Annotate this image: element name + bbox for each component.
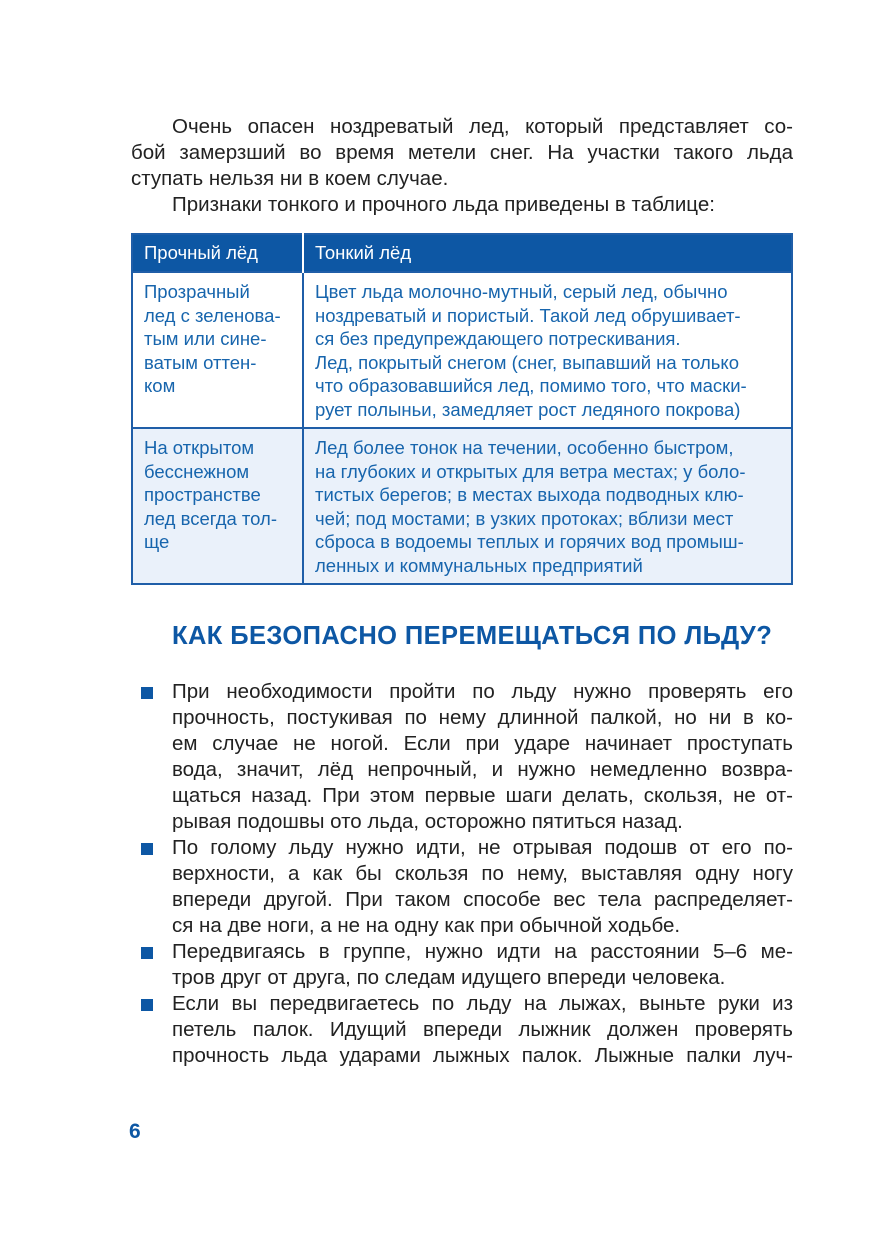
column-header-thin-ice: Тонкий лёд <box>303 234 792 272</box>
cell-line: ся без предупреждающего потрескивания. <box>315 328 681 349</box>
table-row <box>132 428 792 584</box>
cell-line: Лед, покрытый снегом (снег, выпавший на только <box>315 351 739 373</box>
text-line: По голому льду нужно идти, не отрывая подошв от его по- <box>172 836 793 859</box>
thin-ice-cell <box>303 272 792 428</box>
text-line: тров друг от друга, по следам идущего впереди человека. <box>172 966 726 989</box>
text-line: прочность льда ударами лыжных палок. Лыжные палки луч- <box>172 1044 793 1067</box>
table-intro-paragraph <box>131 192 793 218</box>
cell-line: На открытом <box>144 437 255 458</box>
text-line: Признаки тонкого и прочного льда приведены в таблице: <box>172 193 715 216</box>
text-line: При необходимости пройти по льду нужно проверять его <box>172 680 793 703</box>
cell-line: ще <box>144 531 170 552</box>
square-bullet-icon <box>141 843 153 855</box>
text-line: бой замерзший во время метели снег. На участки такого льда <box>131 141 793 164</box>
cell-line: на глубоких и открытых для ветра местах; у боло- <box>315 460 746 482</box>
thin-ice-cell <box>303 428 792 584</box>
column-header-strong-ice: Прочный лёд <box>132 234 303 272</box>
square-bullet-icon <box>141 687 153 699</box>
text-line: прочность, постукивая по нему длинной палкой, но ни в ко- <box>172 706 793 729</box>
text-line: Передвигаясь в группе, нужно идти на расстоянии 5–6 ме- <box>172 940 793 963</box>
text-line: петель палок. Идущий впереди лыжник должен проверять <box>172 1018 793 1041</box>
section-heading: КАК БЕЗОПАСНО ПЕРЕМЕЩАТЬСЯ ПО ЛЬДУ? <box>172 622 773 650</box>
strong-ice-cell <box>132 272 303 428</box>
table-header-row <box>132 234 792 272</box>
cell-line: Прозрачный <box>144 281 250 302</box>
table-row <box>132 272 792 428</box>
cell-line: Лед более тонок на течении, особенно быстром, <box>315 437 734 458</box>
text-line: ся на две ноги, а не на одну как при обычной ходьбе. <box>172 914 681 937</box>
cell-line: что образовавшийся лед, помимо того, что маски- <box>315 375 747 396</box>
cell-line: чей; под мостами; в узких протоках; вблизи мест <box>315 507 734 529</box>
page-number: 6 <box>129 1120 141 1143</box>
intro-paragraph <box>131 114 793 192</box>
strong-ice-cell <box>132 428 303 584</box>
safety-bullet-list <box>131 679 793 1069</box>
cell-line: ноздреватый и пористый. Такой лед обрушивает- <box>315 304 741 326</box>
cell-line: тым или сине- <box>144 328 267 349</box>
cell-line: лед всегда тол- <box>144 507 278 529</box>
square-bullet-icon <box>141 947 153 959</box>
cell-line: ленных и коммунальных предприятий <box>315 554 643 576</box>
text-line: впереди другой. При таком способе вес тела распределяет- <box>172 888 793 911</box>
text-line: верхности, а как бы скользя по нему, выставляя одну ногу <box>172 862 793 885</box>
ice-signs-table <box>131 233 793 585</box>
cell-line: ватым оттен- <box>144 351 257 373</box>
text-line: ем случае не ногой. Если при ударе начинает проступать <box>172 732 793 755</box>
cell-line: лед с зеленова- <box>144 304 281 326</box>
text-line: вода, значит, лёд непрочный, и нужно немедленно возвра- <box>172 758 793 781</box>
cell-line: рует полыньи, замедляет рост ледяного покрова) <box>315 398 741 420</box>
cell-line: пространстве <box>144 484 261 505</box>
text-line: ступать нельзя ни в коем случае. <box>131 167 449 190</box>
cell-line: Цвет льда молочно-мутный, серый лед, обычно <box>315 281 728 302</box>
cell-line: тистых берегов; в местах выхода подводных клю- <box>315 484 744 505</box>
text-line: щаться назад. При этом первые шаги делать, скользя, не от- <box>172 784 793 807</box>
cell-line: бесснежном <box>144 460 250 482</box>
cell-line: сброса в водоемы теплых и горячих вод промыш- <box>315 531 744 552</box>
text-line: рывая подошвы ото льда, осторожно пятиться назад. <box>172 810 683 833</box>
list-item <box>131 835 793 939</box>
text-line: Очень опасен ноздреватый лед, который представляет со- <box>172 115 793 138</box>
cell-line: ком <box>144 375 176 396</box>
text-line: Если вы передвигаетесь по льду на лыжах, выньте руки из <box>172 992 793 1015</box>
list-item <box>131 939 793 991</box>
list-item <box>131 991 793 1069</box>
list-item <box>131 679 793 835</box>
square-bullet-icon <box>141 999 153 1011</box>
